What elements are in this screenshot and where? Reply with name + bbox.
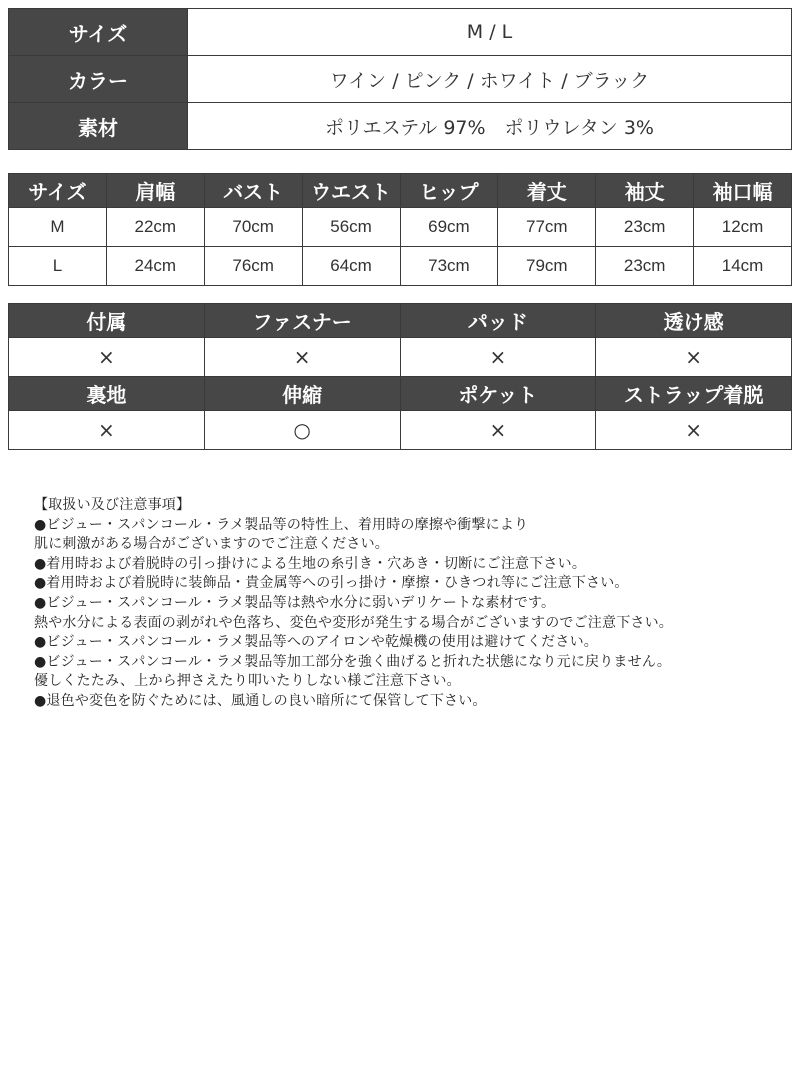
attr-header-sheerness: 透け感 (596, 304, 792, 338)
size-cell: 24cm (106, 247, 204, 286)
size-header-shoulder: 肩幅 (106, 174, 204, 208)
size-table (8, 173, 792, 286)
spec-label-size: サイズ (9, 9, 188, 56)
size-cell: 73cm (400, 247, 498, 286)
notes-line: 優しくたたみ、上から押さえたり叩いたりしない様ご注意下さい。 (34, 673, 461, 690)
attr-value-accessory: × (9, 338, 205, 377)
size-table-header-row (9, 174, 792, 208)
size-header-sleeve: 袖丈 (596, 174, 694, 208)
size-cell: 64cm (302, 247, 400, 286)
size-cell: 76cm (204, 247, 302, 286)
spec-label-color: カラー (9, 56, 188, 103)
spec-row-color (9, 56, 792, 103)
notes-title: 【取扱い及び注意事項】 (34, 497, 191, 513)
size-header-size: サイズ (9, 174, 107, 208)
attribute-header-row (9, 377, 792, 411)
attr-header-stretch: 伸縮 (204, 377, 400, 411)
size-header-length: 着丈 (498, 174, 596, 208)
attr-header-accessory: 付属 (9, 304, 205, 338)
size-header-bust: バスト (204, 174, 302, 208)
spec-value-size: M / L (188, 9, 792, 56)
spec-value-material: ポリエステル 97% ポリウレタン 3% (188, 103, 792, 150)
care-notes (34, 496, 794, 712)
spec-table (8, 8, 792, 150)
attr-header-pocket: ポケット (400, 377, 596, 411)
notes-line: 熱や水分による表面の剥がれや色落ち、変色や変形が発生する場合がございますのでご注意下さい。 (34, 614, 673, 631)
attr-header-pad: パッド (400, 304, 596, 338)
attr-value-zipper: × (204, 338, 400, 377)
attr-header-strap: ストラップ着脱 (596, 377, 792, 411)
size-cell: L (9, 247, 107, 286)
size-cell: 22cm (106, 208, 204, 247)
attr-value-sheerness: × (596, 338, 792, 377)
spec-row-material (9, 103, 792, 150)
attribute-header-row (9, 304, 792, 338)
table-row (9, 247, 792, 286)
spec-row-size (9, 9, 792, 56)
attribute-value-row (9, 411, 792, 450)
attr-value-pocket: × (400, 411, 596, 450)
size-cell: 56cm (302, 208, 400, 247)
size-cell: 12cm (694, 208, 792, 247)
attr-value-pad: × (400, 338, 596, 377)
attr-header-lining: 裏地 (9, 377, 205, 411)
size-cell: 14cm (694, 247, 792, 286)
notes-line: ●着用時および着脱時の引っ掛けによる生地の糸引き・穴あき・切断にご注意下さい。 (34, 555, 587, 572)
attribute-table (8, 303, 792, 450)
size-header-cuff: 袖口幅 (694, 174, 792, 208)
spec-value-color: ワイン / ピンク / ホワイト / ブラック (188, 56, 792, 103)
size-header-waist: ウエスト (302, 174, 400, 208)
table-row (9, 208, 792, 247)
notes-line: ●ビジュー・スパンコール・ラメ製品等は熱や水分に弱いデリケートな素材です。 (34, 594, 556, 611)
attr-header-zipper: ファスナー (204, 304, 400, 338)
spec-label-material: 素材 (9, 103, 188, 150)
attr-value-strap: × (596, 411, 792, 450)
attr-value-lining: × (9, 411, 205, 450)
size-cell: 79cm (498, 247, 596, 286)
notes-line: ●ビジュー・スパンコール・ラメ製品等へのアイロンや乾燥機の使用は避けてください。 (34, 634, 598, 651)
attr-value-stretch: ○ (204, 411, 400, 450)
size-header-hip: ヒップ (400, 174, 498, 208)
size-cell: 70cm (204, 208, 302, 247)
notes-line: 肌に刺激がある場合がございますのでご注意ください。 (34, 536, 389, 553)
notes-line: ●ビジュー・スパンコール・ラメ製品等の特性上、着用時の摩擦や衝撃により (34, 516, 529, 533)
size-cell: M (9, 208, 107, 247)
size-cell: 23cm (596, 208, 694, 247)
notes-line: ●ビジュー・スパンコール・ラメ製品等加工部分を強く曲げると折れた状態になり元に戻りません。 (34, 653, 672, 670)
notes-line: ●退色や変色を防ぐためには、風通しの良い暗所にて保管して下さい。 (34, 692, 487, 709)
size-cell: 23cm (596, 247, 694, 286)
attribute-value-row (9, 338, 792, 377)
size-cell: 69cm (400, 208, 498, 247)
size-cell: 77cm (498, 208, 596, 247)
notes-line: ●着用時および着脱時に装飾品・貴金属等への引っ掛け・摩擦・ひきつれ等にご注意下さい。 (34, 575, 629, 592)
